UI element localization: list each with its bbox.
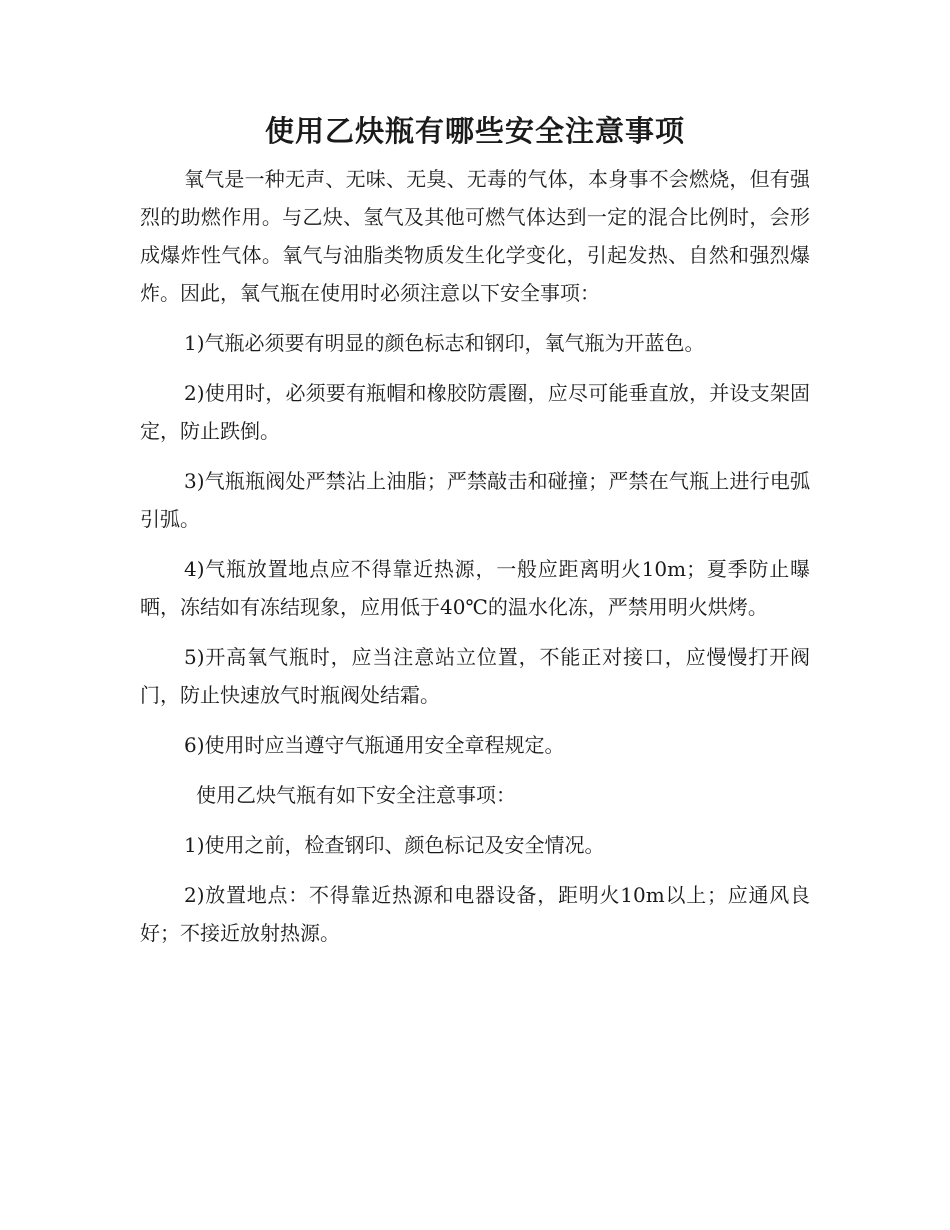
intro-paragraph: 氧气是一种无声、无味、无臭、无毒的气体，本身事不会燃烧，但有强烈的助燃作用。与乙炔、氢气及其他可燃气体达到一定的混合比例时，会形成爆炸性气体。氧气与油脂类物质发生化学变化，引起发热、自然和强烈爆炸。因此，氧气瓶在使用时必须注意以下安全事项： — [140, 167, 810, 305]
acetylene-item-1: 1)使用之前，检查钢印、颜色标记及安全情况。 — [184, 833, 605, 857]
oxygen-item-2: 2)使用时，必须要有瓶帽和橡胶防震圈，应尽可能垂直放，并设支架固定，防止跌倒。 — [140, 381, 810, 443]
acetylene-heading: 使用乙炔气瓶有如下安全注意事项： — [196, 783, 516, 807]
document-title: 使用乙炔瓶有哪些安全注意事项 — [264, 114, 685, 148]
oxygen-item-5: 5)开高氧气瓶时，应当注意站立位置，不能正对接口，应慢慢打开阀门，防止快速放气时瓶阀处结霜。 — [140, 645, 810, 707]
oxygen-item-1: 1)气瓶必须要有明显的颜色标志和钢印，氧气瓶为开蓝色。 — [184, 331, 705, 355]
oxygen-item-3: 3)气瓶瓶阀处严禁沾上油脂；严禁敲击和碰撞；严禁在气瓶上进行电弧引弧。 — [140, 469, 810, 531]
oxygen-item-4: 4)气瓶放置地点应不得靠近热源，一般应距离明火10m；夏季防止曝晒，冻结如有冻结现象，应用低于40℃的温水化冻，严禁用明火烘烤。 — [140, 557, 810, 619]
acetylene-item-2: 2)放置地点：不得靠近热源和电器设备，距明火10m以上；应通风良好；不接近放射热源。 — [140, 883, 810, 945]
oxygen-item-6: 6)使用时应当遵守气瓶通用安全章程规定。 — [184, 733, 565, 757]
document-page — [140, 108, 810, 964]
